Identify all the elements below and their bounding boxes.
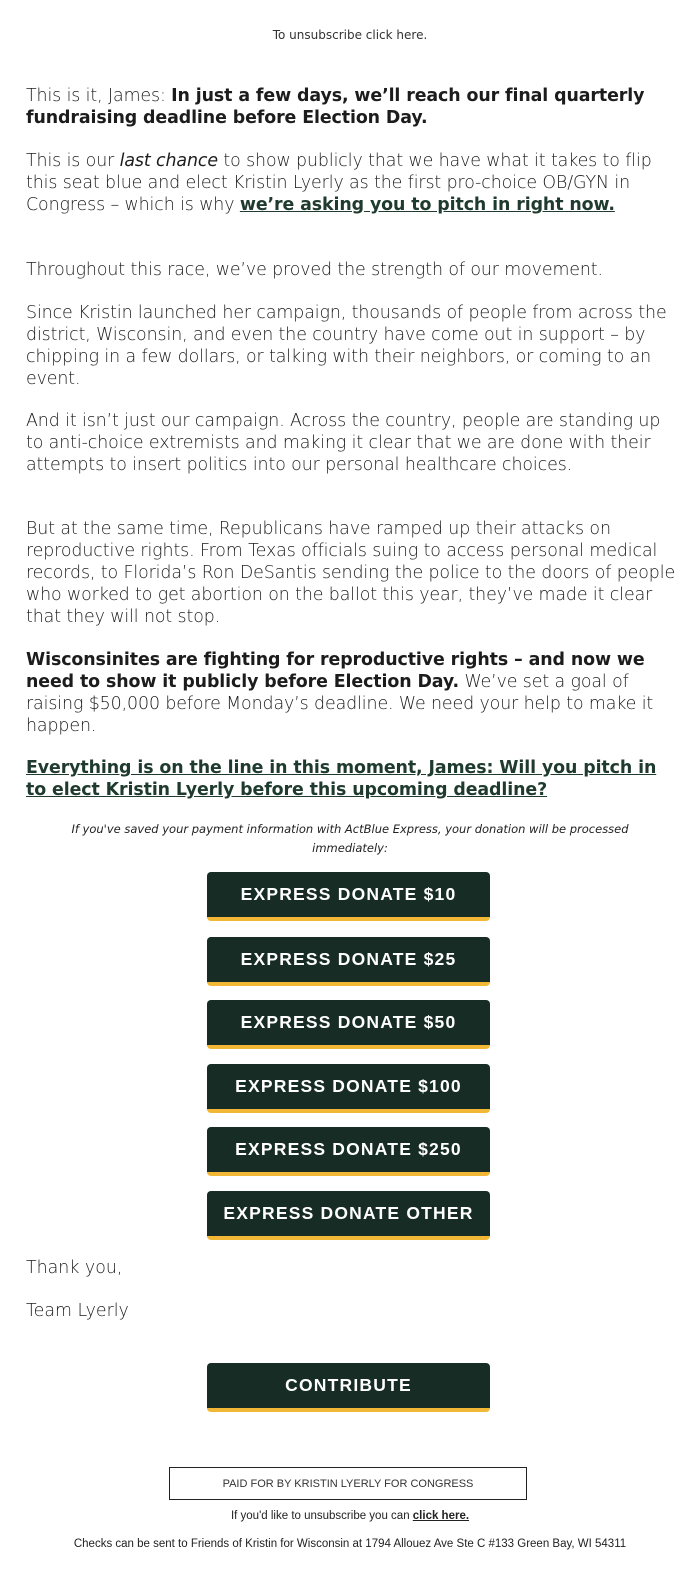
paragraph-republicans — [26, 518, 676, 628]
paragraph-last-chance — [26, 150, 676, 216]
intro-deadline-text: In just a few days, we’ll reach our final quarterly fundraising deadline before Election Day. — [26, 86, 645, 128]
top-unsubscribe-link[interactable]: To unsubscribe click here. — [272, 28, 428, 42]
express-donate-50-button[interactable]: EXPRESS DONATE $50 — [207, 1000, 490, 1049]
express-donate-250-button[interactable]: EXPRESS DONATE $250 — [207, 1127, 490, 1176]
express-donate-10-button[interactable]: EXPRESS DONATE $10 — [207, 872, 490, 921]
last-chance-emphasis: last chance — [119, 151, 218, 171]
text: If you'd like to unsubscribe you can — [230, 1510, 413, 1522]
text: And it isn’t just our campaign. Across the country, people are standing up to anti-choice extremists and making it clear that we are done with their attempts to insert politics into our personal healthcare choices. — [26, 411, 661, 475]
text: But at the same time, Republicans have ramped up their attacks on reproductive rights. From Texas officials suing to access personal medical records, to Florida’s Ron DeSantis sending the police to the doors of people who worked to get abortion on the ballot this year, they’ve made it clear that they will not stop. — [26, 519, 676, 627]
paragraph-call-to-action — [26, 757, 676, 801]
text: Throughout this race, we’ve proved the strength of our movement. — [26, 260, 603, 280]
footer-unsubscribe — [0, 1510, 700, 1522]
pitch-in-deadline-link[interactable]: Everything is on the line in this moment, James: Will you pitch in to elect Kristin Lyerly before this upcoming deadline? — [26, 758, 657, 800]
footer-address: Checks can be sent to Friends of Kristin for Wisconsin at 1794 Allouez Ave Ste C #133 Green Bay, WI 54311 — [73, 1538, 627, 1550]
express-donate-other-button[interactable]: EXPRESS DONATE OTHER — [207, 1191, 490, 1240]
express-note: If you've saved your payment information with ActBlue Express, your donation will be processed immediately: — [71, 822, 629, 855]
wisconsinites-emphasis: Wisconsinites are fighting for reproductive rights – and now we need to show it publicly before Election Day. — [26, 650, 645, 692]
paragraph-movement — [26, 259, 676, 281]
pitch-in-link[interactable]: we’re asking you to pitch in right now. — [239, 195, 615, 215]
contribute-button[interactable]: CONTRIBUTE — [207, 1363, 490, 1412]
signoff-team: Team Lyerly — [26, 1301, 129, 1321]
express-donate-25-button[interactable]: EXPRESS DONATE $25 — [207, 937, 490, 986]
signoff-thanks: Thank you, — [26, 1258, 123, 1278]
text: We’ve set a goal of raising $50,000 before Monday’s deadline. We need your help to make it happen. — [26, 672, 654, 736]
text: This is our — [26, 151, 120, 171]
intro-greeting: This is it, James: — [26, 86, 172, 106]
express-donate-100-button[interactable]: EXPRESS DONATE $100 — [207, 1064, 490, 1113]
paid-for-disclaimer: PAID FOR BY KRISTIN LYERLY FOR CONGRESS — [169, 1467, 527, 1500]
text: Since Kristin launched her campaign, thousands of people from across the district, Wisconsin, and even the country have come out in support – by chipping in a few dollars, or talking with their neighbors, or coming to an event. — [26, 303, 667, 389]
text: to show publicly that we have what it takes to flip this seat blue and elect Kristin Lyerly as the first pro-choice OB/GYN in Congress – which is why — [26, 151, 652, 215]
paragraph-goal — [26, 649, 676, 737]
paragraph-campaign — [26, 410, 676, 476]
paragraph-support — [26, 302, 676, 390]
footer-unsubscribe-link[interactable]: click here. — [412, 1510, 470, 1522]
paragraph-intro — [26, 85, 676, 129]
